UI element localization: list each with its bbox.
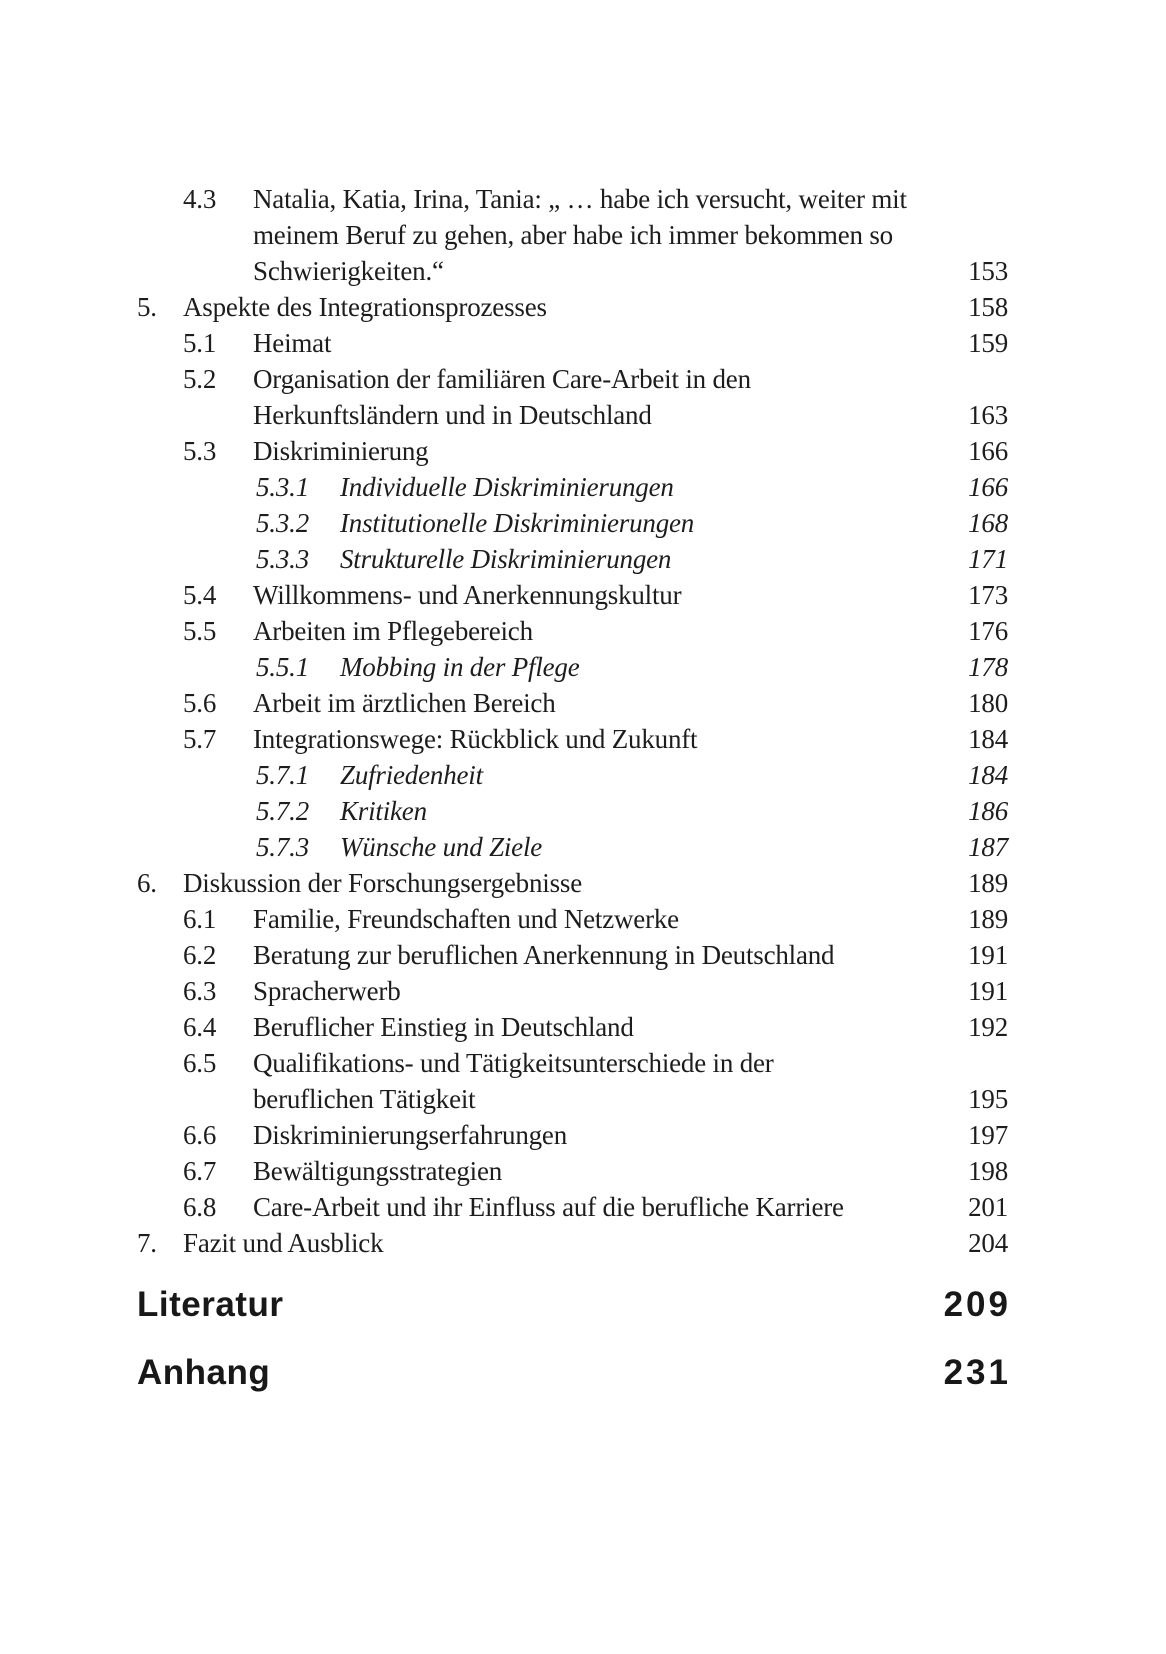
toc-entry-number: 5.7.3 [256,832,310,862]
toc-entry-page: 180 [968,688,1008,718]
toc-entry [137,505,1008,541]
toc-entry-title [253,1189,1008,1225]
toc-entry-page: 184 [968,724,1008,754]
toc-entry [137,433,1008,469]
toc-entry-title [253,721,1008,757]
toc-entry [137,829,1008,865]
toc-entry-number: 5.3 [183,436,217,466]
toc-entry-page: 176 [968,616,1008,646]
toc-entry-title-line: Willkommens- und Anerkennungskultur [253,580,682,610]
toc-entry-title-line: Diskriminierungserfahrungen [253,1120,568,1150]
toc-entry-title [253,181,1008,289]
toc-entry-title-line: Kritiken [340,796,427,826]
toc-entry-title-line: Arbeit im ärztlichen Bereich [253,688,556,718]
toc-entry-number: 5.3.1 [256,472,310,502]
toc-entry-list [137,181,1008,1261]
toc-entry-page: 153 [968,256,1008,286]
toc-entry-title-line: Beruflicher Einstieg in Deutschland [253,1012,634,1042]
toc-entry-page: 166 [968,436,1008,466]
toc-entry-title-line: Bewältigungsstrategien [253,1156,503,1186]
toc-entry-title-line: Heimat [253,328,332,358]
toc-entry-page: 195 [968,1084,1008,1114]
toc-entry-number: 5.3.3 [256,544,310,574]
toc-entry-title [253,433,1008,469]
toc-entry-title-line: meinem Beruf zu gehen, aber habe ich immer bekommen so [253,220,893,250]
toc-entry-title-line: Diskussion der Forschungsergebnisse [183,868,582,898]
toc-entry-title-line: Beratung zur beruflichen Anerkennung in Deutschland [253,940,835,970]
toc-entry-number: 6.7 [183,1156,217,1186]
toc-entry-number: 6.6 [183,1120,217,1150]
toc-entry [137,577,1008,613]
toc-entry-number: 5.4 [183,580,217,610]
toc-entry-page: 197 [968,1120,1008,1150]
toc-entry-title-line: Zufriedenheit [340,760,483,790]
table-of-contents [137,181,1011,1396]
toc-entry-title [340,829,1008,865]
toc-entry-number: 5. [137,292,157,322]
back-matter-page: 209 [943,1285,1011,1324]
toc-entry-page: 178 [968,652,1008,682]
toc-entry-page: 163 [968,400,1008,430]
toc-entry-title-line: Wünsche und Ziele [340,832,543,862]
toc-entry-title [183,1225,1008,1261]
toc-entry-title-line: Natalia, Katia, Irina, Tania: „ … habe ich versucht, weiter mit [253,184,907,214]
toc-entry-title-line: Mobbing in der Pflege [340,652,580,682]
back-matter-title: Anhang [137,1353,271,1392]
toc-entry-title [340,649,1008,685]
toc-entry-page: 171 [968,544,1008,574]
toc-entry [137,685,1008,721]
toc-entry-title [253,973,1008,1009]
toc-entry [137,325,1008,361]
toc-entry-title [340,505,1008,541]
toc-entry-number: 7. [137,1228,157,1258]
toc-entry [137,901,1008,937]
toc-entry-number: 6.5 [183,1048,217,1078]
toc-entry-number: 5.5 [183,616,217,646]
back-matter-literatur [137,1282,1011,1328]
toc-entry-title [253,1117,1008,1153]
toc-entry-page: 204 [968,1228,1008,1258]
toc-entry-title [253,361,1008,433]
toc-entry-number: 6.8 [183,1192,217,1222]
toc-entry-number: 5.7.1 [256,760,310,790]
toc-entry [137,469,1008,505]
toc-entry-title [253,325,1008,361]
toc-entry [137,1045,1008,1117]
toc-entry [137,289,1008,325]
toc-entry-title-line: Diskriminierung [253,436,429,466]
toc-entry-title-line: Strukturelle Diskriminierungen [340,544,672,574]
toc-entry-number: 5.3.2 [256,508,310,538]
toc-entry [137,1117,1008,1153]
toc-entry-page: 191 [968,940,1008,970]
toc-entry-title-line: Fazit und Ausblick [183,1228,384,1258]
toc-entry-title-line: Integrationswege: Rückblick und Zukunft [253,724,698,754]
toc-entry [137,1009,1008,1045]
back-matter-anhang [137,1350,1011,1396]
toc-entry [137,793,1008,829]
toc-entry-title [253,1009,1008,1045]
toc-entry-number: 6.3 [183,976,217,1006]
toc-entry-title [183,865,1008,901]
toc-entry-title-line: beruflichen Tätigkeit [253,1084,476,1114]
toc-entry-page: 186 [968,796,1008,826]
toc-entry-page: 166 [968,472,1008,502]
toc-entry-title [340,469,1008,505]
toc-entry [137,937,1008,973]
toc-entry-title [253,937,1008,973]
toc-entry-page: 189 [968,868,1008,898]
toc-entry-title [253,613,1008,649]
toc-entry-title-line: Arbeiten im Pflegebereich [253,616,533,646]
toc-entry [137,1225,1008,1261]
toc-entry-page: 198 [968,1156,1008,1186]
toc-entry-title [340,793,1008,829]
toc-entry-number: 6. [137,868,157,898]
toc-entry-number: 5.5.1 [256,652,310,682]
toc-entry-page: 159 [968,328,1008,358]
back-matter-page: 231 [943,1353,1011,1392]
toc-entry-page: 184 [968,760,1008,790]
toc-entry-title-line: Care-Arbeit und ihr Einfluss auf die berufliche Karriere [253,1192,844,1222]
toc-entry [137,181,1008,289]
toc-entry-number: 5.6 [183,688,217,718]
toc-entry-number: 5.7.2 [256,796,310,826]
toc-entry-title-line: Institutionelle Diskriminierungen [340,508,695,538]
toc-entry-title [183,289,1008,325]
toc-entry [137,757,1008,793]
toc-entry-page: 158 [968,292,1008,322]
toc-entry [137,649,1008,685]
toc-entry-number: 5.2 [183,364,217,394]
toc-entry-title-line: Qualifikations- und Tätigkeitsunterschiede in der [253,1048,774,1078]
toc-entry [137,1189,1008,1225]
toc-entry-page: 187 [968,832,1008,862]
toc-entry-number: 6.1 [183,904,217,934]
toc-entry [137,721,1008,757]
toc-entry [137,973,1008,1009]
toc-entry-page: 192 [968,1012,1008,1042]
toc-entry [137,541,1008,577]
toc-entry-title [253,1153,1008,1189]
toc-entry-title [340,757,1008,793]
toc-entry-title-line: Spracherwerb [253,976,401,1006]
toc-entry-title [340,541,1008,577]
toc-entry-title [253,901,1008,937]
toc-entry-title-line: Organisation der familiären Care-Arbeit in den [253,364,751,394]
toc-entry-title-line: Herkunftsländern und in Deutschland [253,400,652,430]
toc-entry [137,865,1008,901]
toc-entry-page: 173 [968,580,1008,610]
toc-entry-title [253,685,1008,721]
toc-entry-title-line: Familie, Freundschaften und Netzwerke [253,904,679,934]
toc-entry-number: 5.1 [183,328,217,358]
toc-entry-page: 189 [968,904,1008,934]
toc-entry-title-line: Individuelle Diskriminierungen [340,472,674,502]
toc-entry-number: 5.7 [183,724,217,754]
toc-entry-page: 168 [968,508,1008,538]
toc-entry [137,613,1008,649]
toc-entry [137,361,1008,433]
toc-entry-title-line: Aspekte des Integrationsprozesses [183,292,547,322]
toc-entry-title-line: Schwierigkeiten.“ [253,256,444,286]
toc-entry-page: 201 [968,1192,1008,1222]
toc-entry-page: 191 [968,976,1008,1006]
toc-entry [137,1153,1008,1189]
toc-entry-number: 6.2 [183,940,217,970]
toc-entry-title [253,577,1008,613]
toc-entry-number: 4.3 [183,184,217,214]
back-matter-title: Literatur [137,1285,284,1324]
toc-entry-number: 6.4 [183,1012,217,1042]
toc-entry-title [253,1045,1008,1117]
